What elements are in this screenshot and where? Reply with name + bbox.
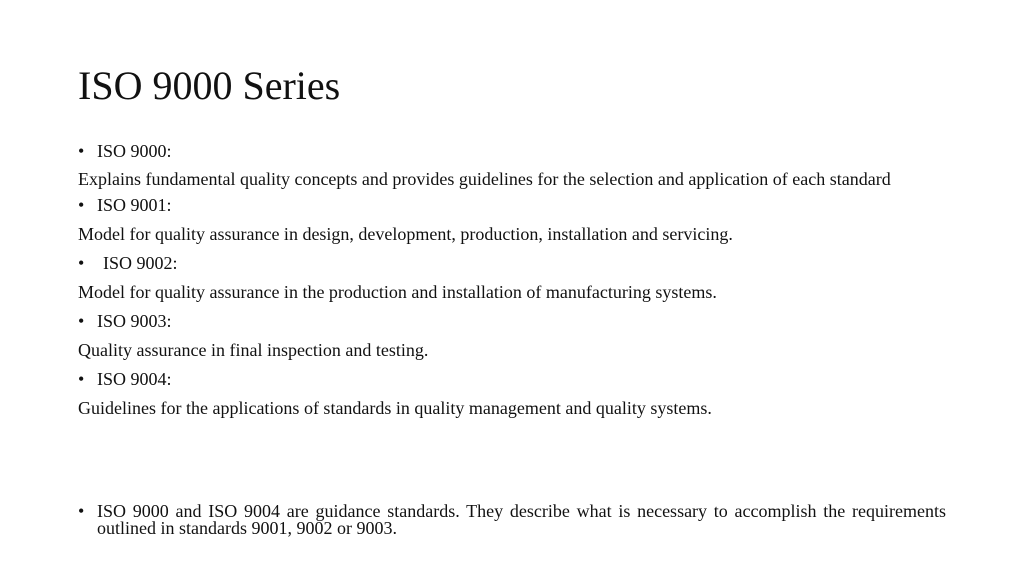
standard-description: Quality assurance in final inspection and testing. [78, 340, 429, 360]
standard-label: ISO 9004: [97, 369, 172, 389]
bullet-dot: • [78, 253, 85, 273]
standard-description: Explains fundamental quality concepts and provides guidelines for the selection and application of each standard [78, 169, 891, 189]
bullet-iso-9003 [78, 310, 946, 332]
bullet-dot: • [78, 195, 85, 215]
standard-description: Model for quality assurance in the production and installation of manufacturing systems. [78, 282, 717, 302]
slide-title: ISO 9000 Series [78, 63, 341, 108]
bullet-dot: • [78, 141, 85, 161]
bullet-iso-9000 [78, 140, 946, 162]
bullet-iso-9001 [78, 194, 946, 216]
standard-description: Model for quality assurance in design, development, production, installation and servicing. [78, 224, 733, 244]
standard-description: Guidelines for the applications of standards in quality management and quality systems. [78, 398, 712, 418]
standard-label: ISO 9001: [97, 195, 172, 215]
guidance-note-text: ISO 9000 and ISO 9004 are guidance standards. They describe what is necessary to accomplish the requirements outlined in standards 9001, 9002 or 9003. [97, 501, 946, 538]
bullet-dot: • [78, 311, 85, 331]
standard-label: ISO 9003: [97, 311, 172, 331]
standard-label: ISO 9002: [103, 253, 178, 273]
bullet-iso-9002 [78, 252, 946, 274]
standard-label: ISO 9000: [97, 141, 172, 161]
bullet-dot: • [78, 501, 85, 521]
standards-list [78, 140, 946, 426]
bullet-iso-9004 [78, 368, 946, 390]
guidance-note [78, 503, 946, 537]
bullet-dot: • [78, 369, 85, 389]
